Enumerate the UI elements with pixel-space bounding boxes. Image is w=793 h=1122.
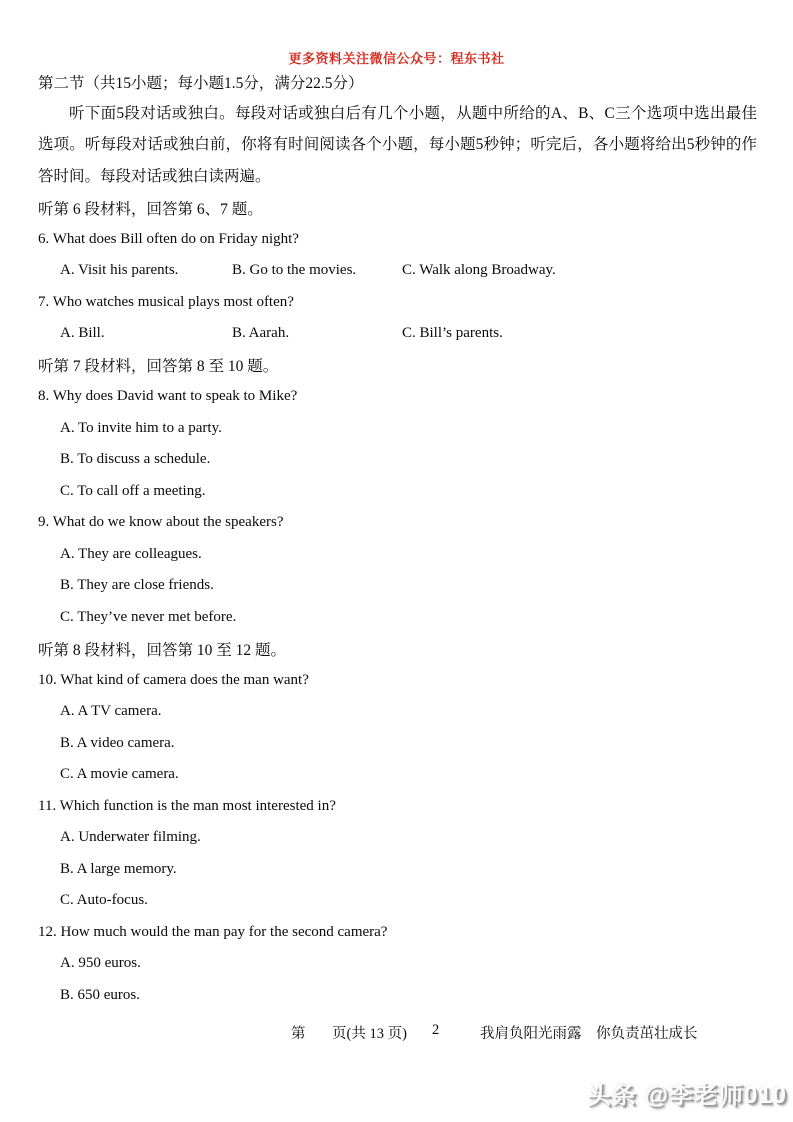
option-text: B. Aarah. — [232, 325, 290, 342]
exam-content — [38, 66, 757, 1011]
toutiao-watermark: 头条 @李老师010 — [586, 1082, 787, 1109]
option-text: A. 950 euros. — [60, 955, 141, 972]
material-heading: 听第 8 段材料，回答第 10 至 12 题。 — [38, 641, 287, 659]
footer-page-prefix: 第 — [291, 1026, 306, 1042]
question-text: 8. Why does David want to speak to Mike? — [38, 388, 298, 405]
options-row — [38, 318, 757, 350]
red-header-note: 更多资料关注微信公众号：程东书社 — [288, 51, 505, 66]
option-text: C. To call off a meeting. — [60, 482, 206, 499]
footer-page-suffix: 页(共 13 页) — [332, 1026, 407, 1042]
question-text: 9. What do we know about the speakers? — [38, 514, 284, 531]
option-text: B. To discuss a schedule. — [60, 451, 211, 468]
option-text: C. Auto-focus. — [60, 892, 148, 909]
option-text: B. They are close friends. — [60, 577, 214, 594]
section-instructions: 听下面5段对话或独白。每段对话或独白后有几个小题，从题中所给的A、B、C三个选项中选出最佳选项。听每段对话或独白前，你将有时间阅读各个小题，每小题5秒钟；听完后，各小题将给出5秒钟的作答时间。每段对话或独白读两遍。 — [38, 104, 757, 185]
option-text: C. Walk along Broadway. — [402, 262, 556, 279]
option-text: A. Visit his parents. — [60, 262, 179, 279]
question-text: 12. How much would the man pay for the second camera? — [38, 923, 388, 940]
question-text: 11. Which function is the man most interested in? — [38, 797, 336, 814]
question-text: 7. Who watches musical plays most often? — [38, 293, 294, 310]
option-text: B. A video camera. — [60, 734, 175, 751]
footer-slogan: 我肩负阳光雨露 你负责茁壮成长 — [480, 1026, 698, 1042]
question-blocks — [38, 192, 757, 1011]
question-text: 6. What does Bill often do on Friday night? — [38, 230, 299, 247]
option-text: A. Underwater filming. — [60, 829, 201, 846]
option-text: B. Go to the movies. — [232, 262, 357, 279]
question-text: 10. What kind of camera does the man want? — [38, 671, 309, 688]
section-title: 第二节（共15小题；每小题1.5分，满分22.5分） — [38, 74, 364, 92]
option-text: A. To invite him to a party. — [60, 419, 222, 436]
option-text: C. They’ve never met before. — [60, 608, 237, 625]
option-text: B. A large memory. — [60, 860, 177, 877]
option-text: A. A TV camera. — [60, 703, 162, 720]
option-text: C. Bill’s parents. — [402, 325, 503, 342]
material-heading: 听第 7 段材料，回答第 8 至 10 题。 — [38, 358, 279, 376]
page-footer — [0, 1022, 793, 1044]
options-row — [38, 255, 757, 287]
option-text: A. They are colleagues. — [60, 545, 202, 562]
option-text: B. 650 euros. — [60, 986, 140, 1003]
option-text: C. A movie camera. — [60, 766, 179, 783]
material-heading: 听第 6 段材料，回答第 6、7 题。 — [38, 200, 263, 218]
option-text: A. Bill. — [60, 325, 105, 342]
footer-page-number: 2 — [432, 1022, 440, 1038]
